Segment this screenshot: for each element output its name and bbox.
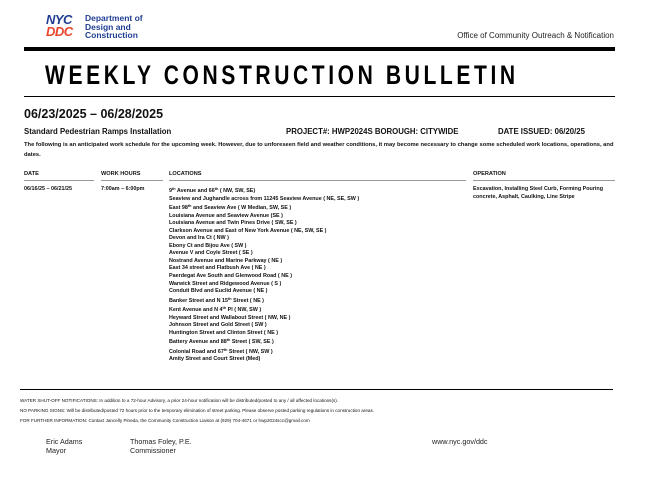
schedule-hours: 7:00am – 6:00pm	[101, 186, 145, 192]
column-header-locations: LOCATIONS	[169, 171, 202, 177]
ordinal-suffix: th	[172, 187, 176, 191]
location-text: Ebony Ct and Bijou Ave ( SW )	[169, 242, 247, 249]
location-text: Kent Avenue and N 4	[169, 307, 223, 314]
ddc-logo	[45, 14, 145, 40]
location-item	[169, 330, 359, 338]
location-text: Battery Avenue and 88	[169, 339, 227, 346]
locations-cell	[169, 186, 359, 364]
logo-line-3: Construction	[85, 30, 138, 41]
location-text: Conduit Blvd and Euclid Avenue ( NE )	[169, 288, 268, 295]
column-rule-operation	[473, 180, 615, 181]
location-item	[169, 243, 359, 251]
location-text: Banker Street and N 15	[169, 297, 229, 304]
footer-divider	[20, 389, 613, 390]
location-item	[169, 220, 359, 228]
location-text: Louisiana Avenue and Seaview Avenue (SE )	[169, 212, 283, 219]
location-item	[169, 356, 359, 364]
ordinal-suffix: th	[214, 187, 219, 191]
location-item	[169, 228, 359, 236]
location-text: Johnson Street and Gold Street ( SW )	[169, 322, 267, 329]
ordinal-suffix: th	[223, 347, 228, 352]
location-text: Clarkson Avenue and East of New York Avenue ( NE, SW, SE )	[169, 227, 327, 234]
logo-mark-nyc: NYC	[46, 12, 72, 27]
column-header-operation: OPERATION	[473, 171, 506, 177]
location-item	[169, 315, 359, 323]
logo-agency-name	[85, 14, 143, 40]
commissioner-title: Commissioner	[130, 446, 176, 455]
location-item	[169, 203, 359, 213]
location-text: Louisiana Avenue and Twin Pines Drive ( SW, SE )	[169, 220, 297, 227]
location-item	[169, 196, 359, 204]
location-text: Street ( NE )	[231, 297, 264, 304]
commissioner-name: Thomas Foley, P.E.	[130, 437, 192, 446]
location-text: Pl ( NW, SW )	[226, 307, 262, 314]
mayor-title: Mayor	[46, 446, 66, 455]
location-item	[169, 288, 359, 296]
location-text: ( NW, SW, SE)	[218, 188, 256, 194]
schedule-operation: Excavation, Installing Steel Curb, Forming Pouring concrete, Asphalt, Caulking, Line Stripe	[473, 186, 603, 200]
location-item	[169, 322, 359, 330]
location-text: Huntington Street and Clinton Street ( NE )	[169, 329, 279, 336]
location-item	[169, 186, 359, 196]
logo-line-1: Department of	[85, 13, 143, 23]
location-text: Amity Street and Court Street (Med)	[169, 356, 261, 363]
location-text: Paerdegat Ave South and Glenwood Road ( NE )	[169, 273, 292, 280]
location-text: Avenue and 66	[175, 188, 215, 194]
location-item	[169, 258, 359, 266]
ordinal-suffix: th	[222, 306, 227, 311]
location-text: Devon and Ira Ct ( NW )	[169, 235, 229, 242]
location-text: East 34 street and Flatbush Ave ( NE )	[169, 265, 266, 272]
project-name: Standard Pedestrian Ramps Installation	[24, 127, 172, 136]
location-item	[169, 281, 359, 289]
location-text: Colonial Road and 67	[169, 348, 224, 355]
location-text: Warwick Street and Ridgewood Avenue ( S )	[169, 280, 282, 287]
location-text: East 98	[169, 205, 188, 212]
week-date-range: 06/23/2025 – 06/28/2025	[24, 107, 164, 121]
location-text: Heyward Street and Wallabout Street ( NW, NE )	[169, 314, 291, 321]
location-item	[169, 305, 359, 315]
location-text: and Seaview Ave ( W Median, SW, SE )	[191, 205, 292, 212]
column-rule-hours	[101, 180, 163, 181]
schedule-date: 06/16/25 – 06/21/25	[24, 186, 72, 192]
no-parking-note: NO PARKING SIGNS: Will be distributed/posted 72 hours prior to the temporary elimination of street parking. Please observe posted parking regulations in construction areas.	[20, 408, 375, 413]
schedule-notice: The following is an anticipated work schedule for the upcoming week. However, due to unforeseen field and weather conditions, it may become necessary to change some scheduled work locations, operations, and dates.	[24, 142, 614, 158]
location-text: Avenue V and Coyle Street ( SE )	[169, 250, 253, 257]
location-text: Street ( SW, SE )	[230, 339, 274, 346]
ordinal-suffix: th	[226, 338, 231, 343]
office-name: Office of Community Outreach & Notification	[457, 31, 614, 40]
ordinal-suffix: th	[187, 204, 192, 209]
location-list	[169, 186, 359, 364]
column-rule-locations	[169, 180, 466, 181]
water-shutoff-note: WATER SHUT-OFF NOTIFICATIONS: In addition to a 72-hour Advisory, a prior 24-hour notification will be distributed/posted to any / all affected locations(s).	[20, 398, 339, 403]
ordinal-suffix: th	[228, 296, 232, 301]
location-text: 9	[169, 188, 172, 194]
location-item	[169, 296, 359, 306]
location-item	[169, 265, 359, 273]
further-info-note: FOR FURTHER INFORMATION: Contact Jancelly Pineda, the Community Construction Liaison at (929) 704-4671 or hwp2024scc@gmail.com	[20, 418, 310, 423]
project-number: PROJECT#: HWP2024S BOROUGH: CITYWIDE	[286, 127, 459, 136]
website-link[interactable]: www.nyc.gov/ddc	[432, 437, 488, 446]
commissioner-signature	[130, 437, 192, 455]
mayor-name: Eric Adams	[46, 437, 83, 446]
location-item	[169, 213, 359, 221]
page-title: WEEKLY CONSTRUCTION BULLETIN	[45, 60, 519, 90]
nyc-ddc-mark	[45, 14, 83, 40]
location-text: Street ( NW, SW )	[227, 348, 273, 355]
location-item	[169, 235, 359, 243]
date-issued: DATE ISSUED: 06/20/25	[498, 127, 585, 136]
logo-mark-ddc: DDC	[46, 24, 73, 39]
location-text: Seaview and Jughandle across from 11245 Seaview Avenue ( NE, SE, SW )	[169, 195, 360, 202]
title-divider	[24, 96, 615, 97]
column-header-work-hours: WORK HOURS	[101, 171, 141, 177]
header-divider	[24, 47, 615, 51]
location-item	[169, 273, 359, 281]
logo-line-2: Design and	[85, 21, 131, 32]
location-item	[169, 250, 359, 258]
mayor-signature	[46, 437, 82, 455]
location-text: Nostrand Avenue and Marine Parkway ( NE )	[169, 257, 283, 264]
location-item	[169, 347, 359, 357]
location-item	[169, 337, 359, 347]
column-header-date: DATE	[24, 171, 39, 177]
column-rule-date	[24, 180, 94, 181]
